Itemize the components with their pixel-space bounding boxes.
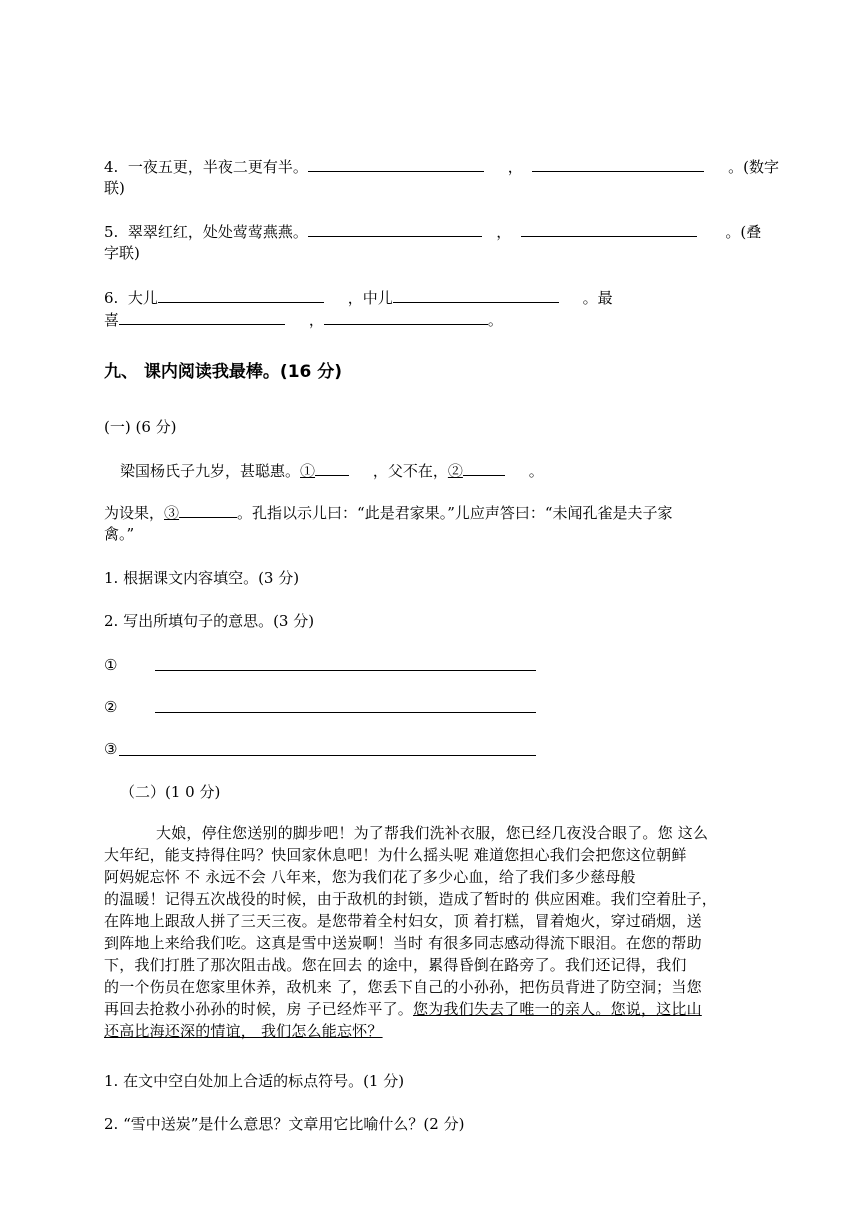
question-2: 2. 写出所填句子的意思。(3 分) [104, 612, 315, 630]
part-2-label: （二）(1 0 分) [120, 783, 221, 801]
answer-blank[interactable] [308, 156, 484, 172]
answer-blank[interactable] [521, 221, 697, 237]
underlined-sentence: 您为我们失去了唯一的亲人。您说，这比山 [412, 1000, 702, 1018]
question-5: 5. 翠翠红红，处处莺莺燕燕。 ， 。(叠 字联) [104, 223, 762, 262]
blank-marker: ① [300, 462, 316, 480]
blank-marker: ③ [164, 504, 180, 522]
question-6: 6. 大儿 ，中儿 。最 喜 ， 。 [104, 289, 613, 329]
answer-blank[interactable] [119, 309, 285, 325]
passage-paragraph: 大娘，停住您送别的脚步吧！为了帮我们洗补衣服，您已经几夜没合眼了。您 这么 大年纪，能支持得住吗？快回家休息吧！为什么摇头呢 难道您担心我们会把您这位朝鲜 阿妈妮忘怀 不 永远不会 八年来，您为我们花了多少心血，给了我们多少慈母般 的温暖！记得五次战役的时候，由于敌机的封锁，造成了暂时的 供应困难。我们空着肚子， 在阵地上跟敌人拼了三天三夜。是您带着全村妇女，顶 着打糕，冒着炮火，穿过硝烟，送 到阵地上来给我们吃。这真是雪中送炭啊！当时 有很多同志感动得流下眼泪。在您的帮助 下，我们打胜了那次阻击战。您在回去 的途中，累得昏倒在路旁了。我们还记得，我们 的一个伤员在您家里休养，敌机来 了，您丢下自己的小孙孙，把伤员背进了防空洞；当您 再回去抢救小孙孙的时候，房 子已经炸平了。您为我们失去了唯一的亲人。您说，这比山 还高比海还深的情谊， 我们怎么能忘怀？ [104, 822, 788, 1042]
answer-label-2: ② [104, 698, 118, 716]
answer-blank[interactable] [532, 156, 704, 172]
part-1-label: (一) (6 分) [104, 418, 177, 436]
answer-blank[interactable] [308, 221, 482, 237]
answer-line[interactable] [155, 712, 536, 713]
question-1: 1. 在文中空白处加上合适的标点符号。(1 分) [104, 1072, 405, 1090]
underlined-sentence: 还高比海还深的情谊， 我们怎么能忘怀？ [104, 1022, 383, 1040]
section-heading: 九、 课内阅读我最棒。(16 分) [104, 362, 343, 382]
answer-blank[interactable] [463, 460, 505, 476]
answer-line[interactable] [119, 755, 536, 756]
answer-blank[interactable] [315, 460, 349, 476]
answer-label-3: ③ [104, 740, 118, 758]
blank-marker: ② [447, 462, 463, 480]
passage-line: 梁国杨氏子九岁，甚聪惠。① ，父不在，② 。 [120, 462, 544, 480]
answer-blank[interactable] [324, 309, 488, 325]
answer-line[interactable] [155, 670, 536, 671]
answer-blank[interactable] [393, 287, 559, 303]
passage-line: 为设果，③ 。孔指以示儿曰：“此是君家果。”儿应声答曰：“未闻孔雀是夫子家 禽。” [104, 504, 673, 543]
answer-label-1: ① [104, 656, 118, 674]
answer-blank[interactable] [179, 502, 237, 518]
question-1: 1. 根据课文内容填空。(3 分) [104, 569, 300, 587]
question-4: 4. 一夜五更，半夜二更有半。 ， 。(数字 联) [104, 158, 779, 197]
answer-blank[interactable] [158, 287, 324, 303]
question-2: 2. “雪中送炭”是什么意思？文章用它比喻什么？(2 分) [104, 1115, 465, 1133]
